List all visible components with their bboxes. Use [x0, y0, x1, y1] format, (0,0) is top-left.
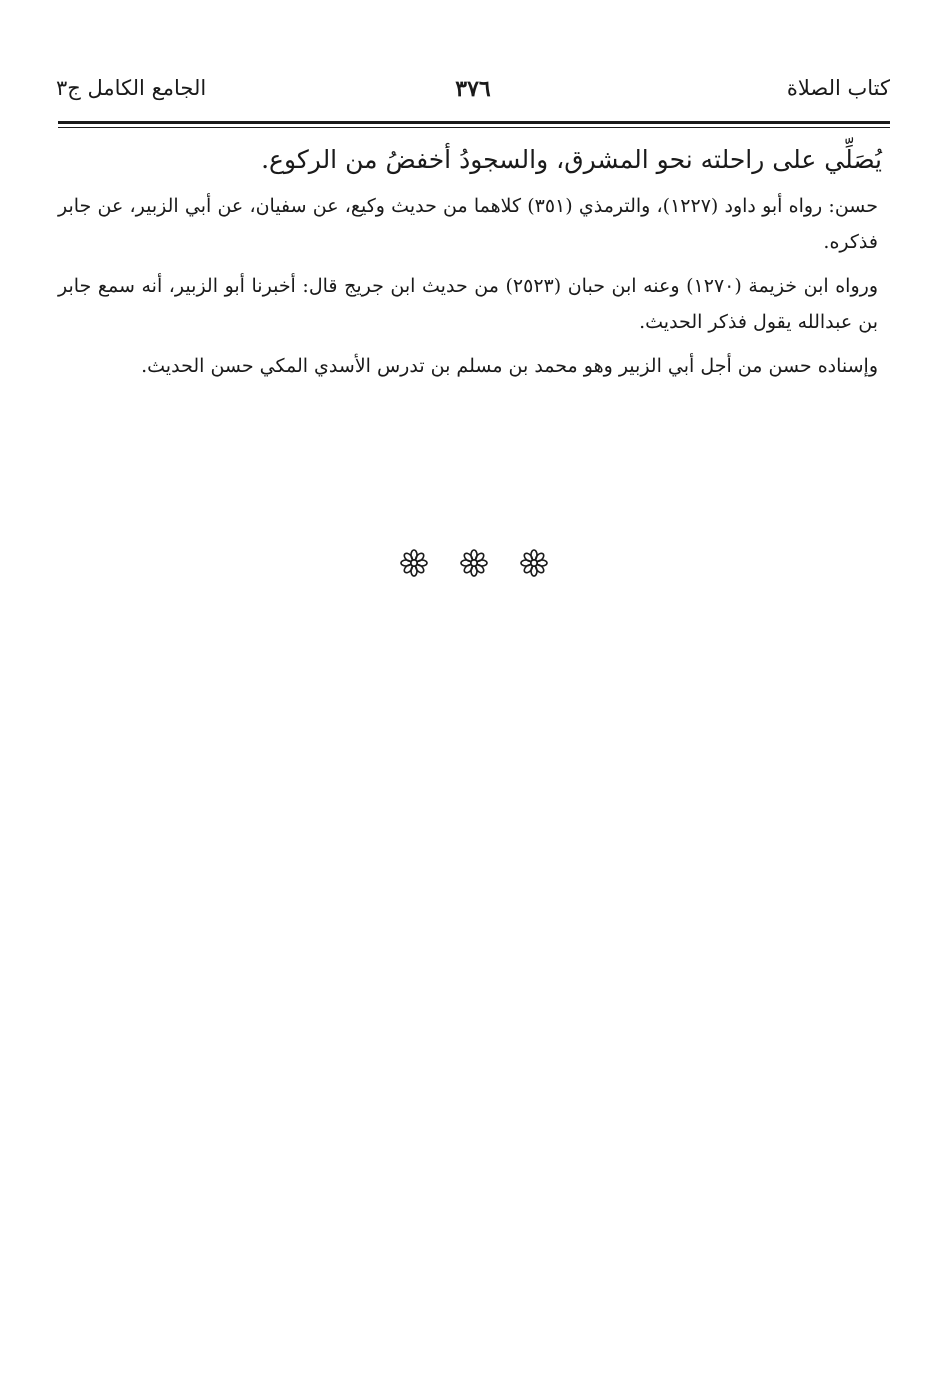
narration-paragraph: ورواه ابن خزيمة (١٢٧٠) وعنه ابن حبان (٢٥٢٣) من حديث ابن جريج قال: أخبرنا أبو الزبير، أنه سمع جابر بن عبدالله يقول فذكر الحديث. [58, 275, 878, 333]
hadith-text: يُصَلِّي على راحلته نحو المشرق، والسجودُ أخفضُ من الركوع. [261, 145, 882, 174]
flower-ornament-icon [399, 548, 429, 578]
flower-ornament-icon [519, 548, 549, 578]
isnad-paragraph: وإسناده حسن من أجل أبي الزبير وهو محمد بن مسلم بن تدرس الأسدي المكي حسن الحديث. [141, 355, 878, 377]
header-rule-thick [58, 121, 890, 124]
running-header [56, 70, 890, 110]
header-rule-thin [58, 127, 890, 128]
flower-ornament-icon [459, 548, 489, 578]
page-content [58, 138, 888, 392]
page-number: ٣٧٦ [455, 76, 491, 102]
section-end-ornaments [0, 548, 948, 588]
book-title: الجامع الكامل ج٣ [56, 76, 207, 100]
grading-paragraph: حسن: رواه أبو داود (١٢٢٧)، والترمذي (٣٥١) كلاهما من حديث وكيع، عن سفيان، عن أبي الزبير، عن جابر فذكره. [58, 195, 878, 253]
chapter-title: كتاب الصلاة [786, 76, 890, 100]
